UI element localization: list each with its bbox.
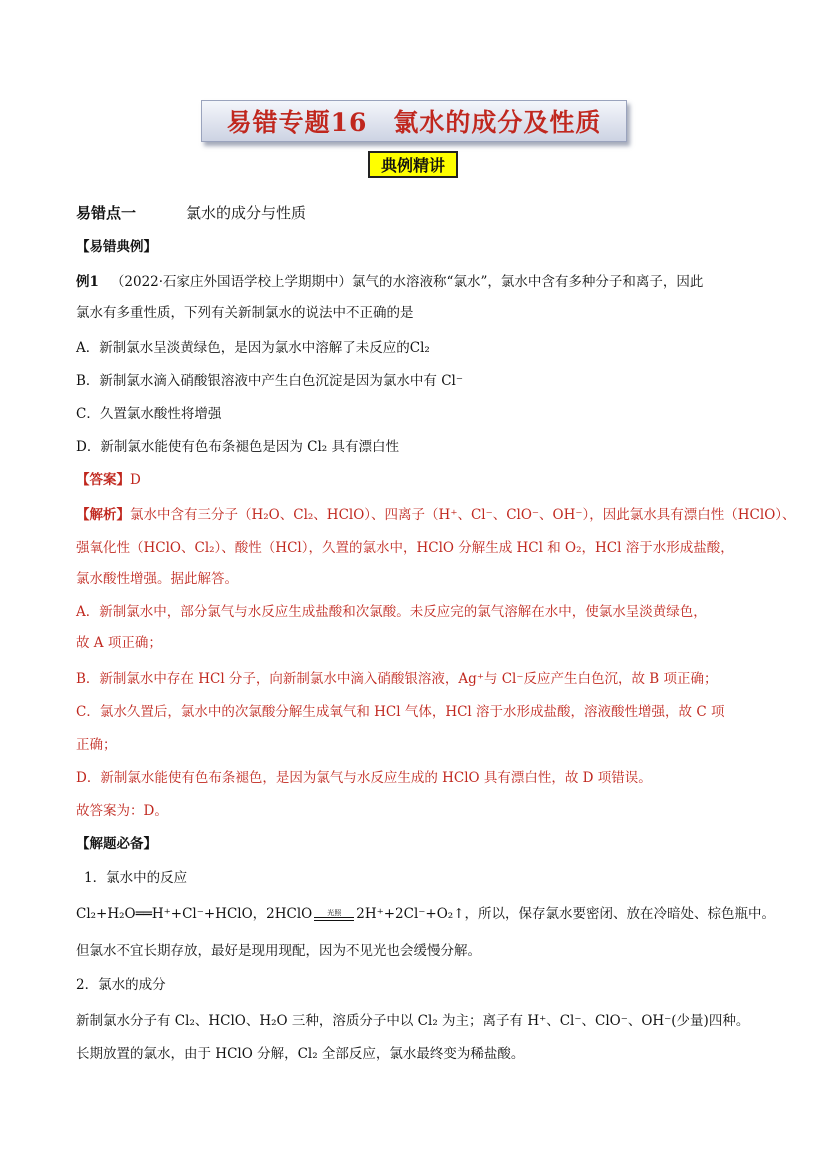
question-line-2: 氯水有多重性质，下列有关新制氯水的说法中不正确的是 [76,305,414,321]
option-b: B．新制氯水滴入硝酸银溶液中产生白色沉淀是因为氯水中有 Cl⁻ [76,373,463,389]
equation-right: 2H⁺+2Cl⁻+O₂↑，所以，保存氯水要密闭、放在冷暗处、棕色瓶中。 [356,906,776,922]
option-d: D．新制氯水能使有色布条褪色是因为 Cl₂ 具有漂白性 [76,439,399,455]
analysis-d-1: D．新制氯水能使有色布条褪色，是因为氯气与水反应生成的 HClO 具有漂白性，故 D 项错误。 [76,770,652,786]
item1-title: 1．氯水中的反应 [84,870,188,886]
light-arrow [314,909,354,921]
question-text-1: （2022·石家庄外国语学校上学期期中）氯气的水溶液称“氯水”，氯水中含有多种分子和离子，因此 [110,274,704,290]
answer-label: 【答案】 [76,472,130,488]
item2-title: 2．氯水的成分 [76,977,166,993]
analysis-conclusion: 故答案为：D。 [76,803,168,819]
question-lead: 例1 [76,274,99,290]
item1-line-2: 但氯水不宜长期存放，最好是现用现配，因为不见光也会缓慢分解。 [76,943,481,959]
section-title: 氯水的成分与性质 [186,204,307,222]
section-badge-label: 典例精讲 [380,156,445,175]
analysis-a-1: A．新制氯水中，部分氯气与水反应生成盐酸和次氯酸。未反应完的氯气溶解在水中，使氯水呈淡黄绿色， [76,604,707,620]
analysis-b-1: B．新制氯水中存在 HCl 分子，向新制氯水中滴入硝酸银溶液，Ag⁺与 Cl⁻反应产生白色沉，故 B 项正确； [76,671,718,687]
analysis-line-1 [76,506,796,524]
analysis-text-1: 氯水中含有三分子（H₂O、Cl₂、HClO）、四离子（H⁺、Cl⁻、ClO⁻、OH⁻），因此氯水具有漂白性（HClO）、 [130,507,796,523]
title-banner [201,100,627,142]
analysis-label: 【解析】 [76,507,130,523]
analysis-c-1: C．氯水久置后，氯水中的次氯酸分解生成氧气和 HCl 气体，HCl 溶于水形成盐酸，溶液酸性增强，故 C 项 [76,704,725,720]
item2-line-1: 新制氯水分子有 Cl₂、HClO、H₂O 三种，溶质分子中以 Cl₂ 为主；离子有 H⁺、Cl⁻、ClO⁻、OH⁻(少量)四种。 [76,1013,750,1029]
section-heading [76,202,306,223]
analysis-a-2: 故 A 项正确； [76,635,162,651]
option-c: C．久置氯水酸性将增强 [76,406,222,422]
equation-condition: 光照 [327,908,342,917]
analysis-line-3: 氯水酸性增强。据此解答。 [76,571,238,587]
analysis-line-2: 强氧化性（HClO、Cl₂）、酸性（HCl），久置的氯水中，HClO 分解生成 HCl 和 O₂，HCl 溶于水形成盐酸， [76,540,734,556]
equation-left: Cl₂+H₂O══H⁺+Cl⁻+HClO，2HClO [76,906,313,922]
reaction-equation [76,905,775,923]
answer-line [76,471,141,489]
page-title: 易错专题16 氯水的成分及性质 [226,108,602,137]
must-know-tag: 【解题必备】 [76,836,157,852]
section-label: 易错点一 [76,204,137,222]
option-a: A．新制氯水呈淡黄绿色，是因为氯水中溶解了未反应的Cl₂ [76,340,430,356]
question-line-1 [76,273,703,291]
example-tag: 【易错典例】 [76,239,157,255]
item2-line-2: 长期放置的氯水，由于 HClO 分解，Cl₂ 全部反应，氯水最终变为稀盐酸。 [76,1046,525,1062]
section-badge [368,151,458,178]
analysis-c-2: 正确； [76,737,117,753]
answer-value: D [130,472,141,488]
